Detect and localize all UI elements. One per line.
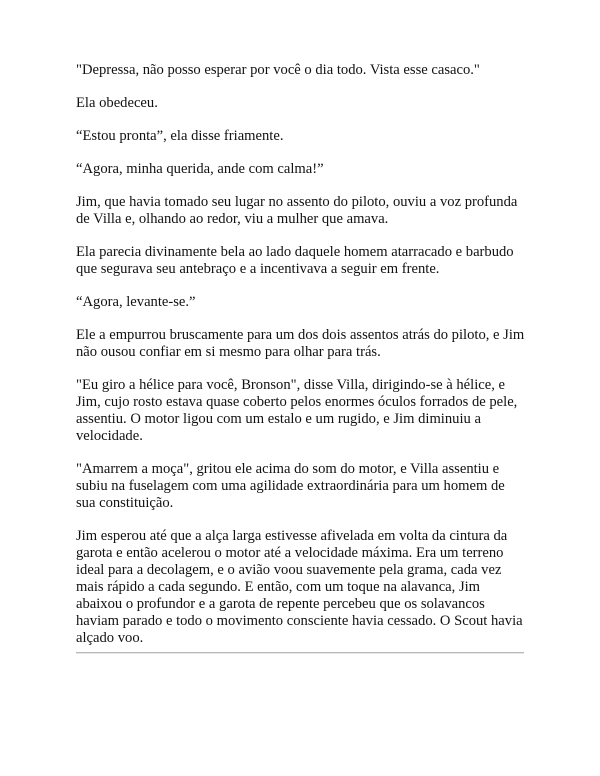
paragraph-5: Jim, que havia tomado seu lugar no assento do piloto, ouviu a voz profunda de Villa e, olhando ao redor, viu a mulher que amava. bbox=[76, 194, 518, 227]
paragraph-6: Ela parecia divinamente bela ao lado daquele homem atarracado e barbudo que segurava seu antebraço e a incentivava a seguir em frente. bbox=[76, 244, 514, 277]
document-body bbox=[76, 62, 526, 663]
paragraph-4: “Agora, minha querida, ande com calma!” bbox=[76, 161, 324, 177]
paragraph-10: "Amarrem a moça", gritou ele acima do som do motor, e Villa assentiu e subiu na fuselagem com uma agilidade extraordinária para um homem de sua constituição. bbox=[76, 461, 505, 511]
page-divider bbox=[76, 652, 524, 654]
paragraph-2: Ela obedeceu. bbox=[76, 95, 158, 111]
paragraph-8: Ele a empurrou bruscamente para um dos dois assentos atrás do piloto, e Jim não ousou confiar em si mesmo para olhar para trás. bbox=[76, 327, 525, 360]
paragraph-1: "Depressa, não posso esperar por você o dia todo. Vista esse casaco." bbox=[76, 62, 480, 78]
paragraph-9: "Eu giro a hélice para você, Bronson", disse Villa, dirigindo-se à hélice, e Jim, cujo rosto estava quase coberto pelos enormes óculos forrados de pele, assentiu. O motor ligou com um estalo e um rugido, e Jim diminuiu a velocidade. bbox=[76, 377, 518, 444]
paragraph-7: “Agora, levante-se.” bbox=[76, 294, 196, 310]
paragraph-11: Jim esperou até que a alça larga estivesse afivelada em volta da cintura da garota e então acelerou o motor até a velocidade máxima. Era um terreno ideal para a decolagem, e o avião voou suavemente pela grama, cada vez mais rápido a cada segundo. E então, com um toque na alavanca, Jim abaixou o profundor e a garota de repente percebeu que os solavancos haviam parado e todo o movimento consciente havia cessado. O Scout havia alçado voo. bbox=[76, 528, 523, 646]
paragraph-3: “Estou pronta”, ela disse friamente. bbox=[76, 128, 284, 144]
